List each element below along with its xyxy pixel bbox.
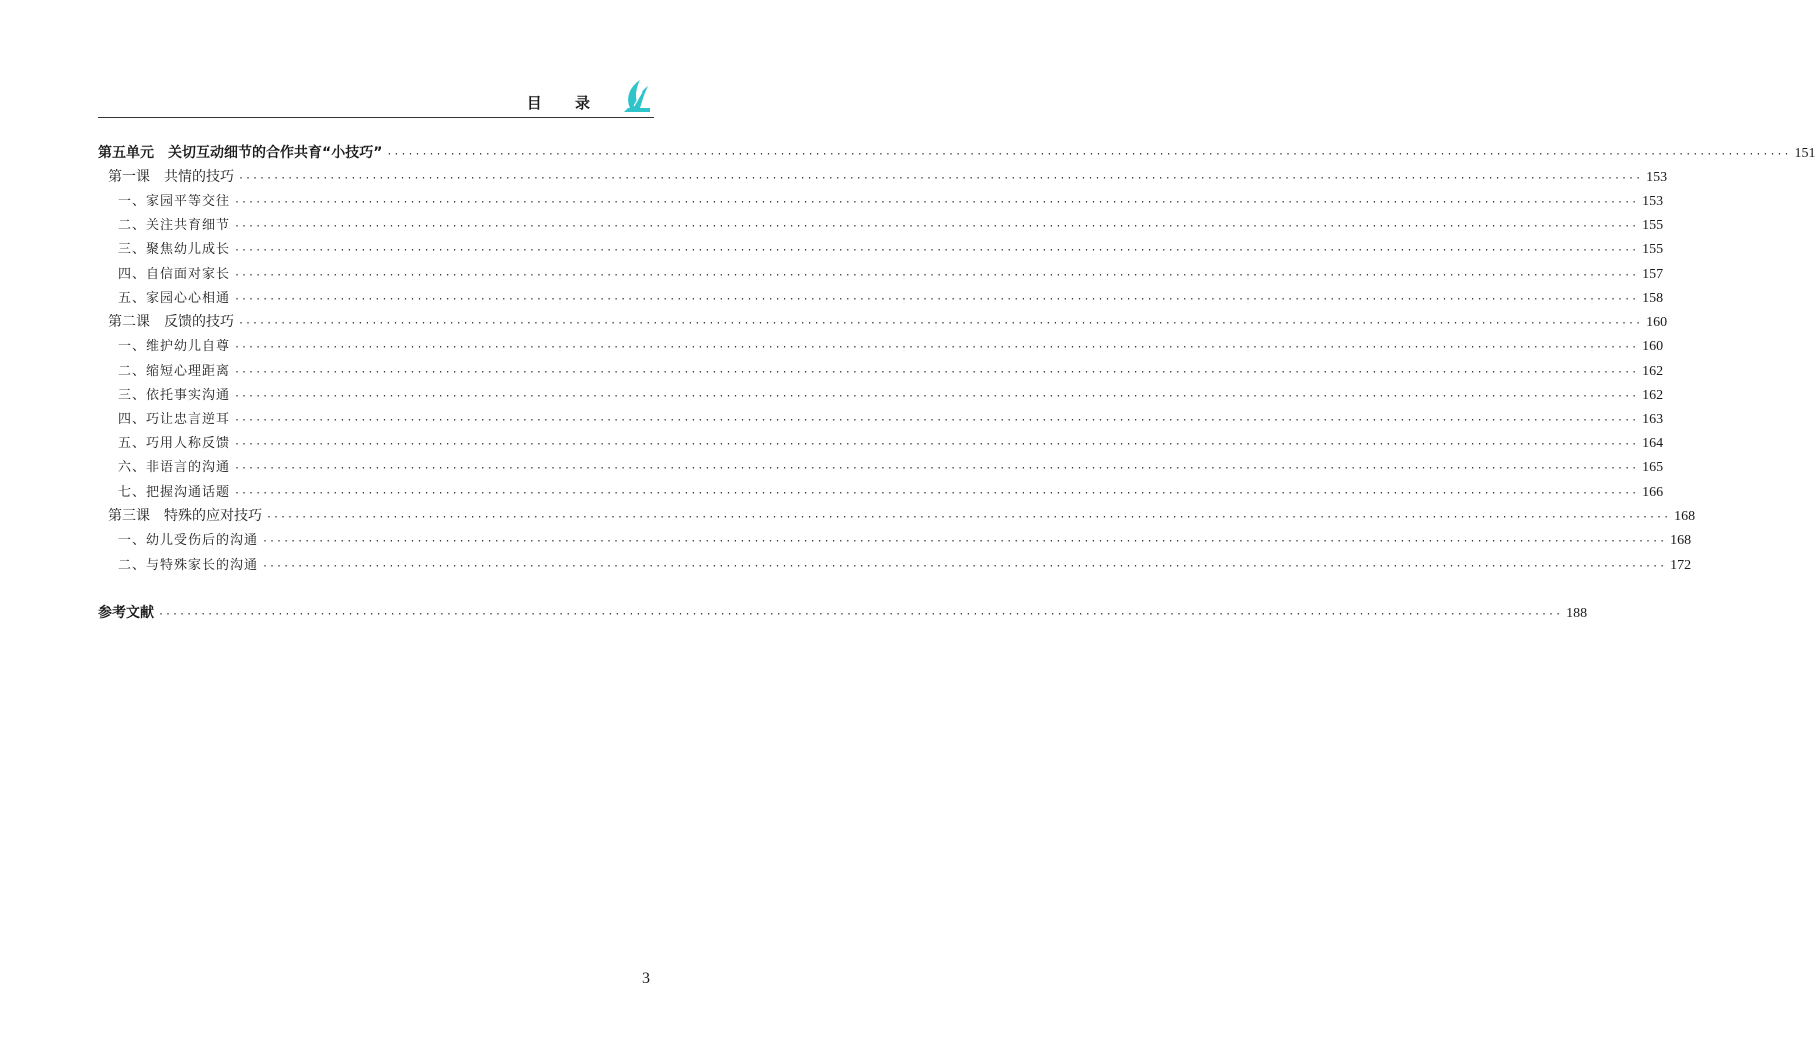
toc-entry-label: 四、巧让忠言逆耳 [118,412,231,427]
toc-entry-label: 五、家园心心相通 [118,291,231,306]
toc-entry[interactable] [98,190,1664,212]
toc-entry-label: 五、巧用人称反馈 [118,436,231,451]
dot-leader: ········································································································································································································ [266,512,1671,523]
dot-leader: ········································································································································································································ [234,391,1639,402]
toc-entry[interactable] [98,554,1692,576]
toc-entry-label: 二、与特殊家长的沟通 [118,558,259,573]
toc-entry[interactable] [98,408,1664,430]
toc-entry-label: 第五单元 关切互动细节的合作共育“小技巧” [98,145,383,161]
toc-entry-page: 153 [1646,170,1668,185]
dot-leader: ········································································································································································································ [234,245,1639,256]
toc-entry-label: 第二课 反馈的技巧 [108,314,234,330]
toc-entry-page: 155 [1642,218,1664,233]
toc-entry[interactable] [98,360,1664,382]
toc-entry-page: 164 [1642,436,1664,451]
dot-leader: ········································································································································································································ [234,439,1639,450]
toc-entry[interactable] [98,311,1668,333]
toc-entry[interactable] [98,432,1664,454]
toc-entry[interactable] [98,335,1664,357]
dot-leader: ········································································································································································································ [234,197,1639,208]
dot-leader: ········································································································································································································ [234,367,1639,378]
toc-entry-page: 153 [1642,194,1664,209]
toc-entry[interactable] [98,505,1696,527]
toc-entry[interactable] [98,263,1664,285]
toc-entry-page: 157 [1642,267,1664,282]
page-number: 3 [642,970,650,987]
toc-entry-page: 163 [1642,412,1664,427]
dot-leader: ········································································································································································································ [234,488,1639,499]
dot-leader: ········································································································································································································ [262,536,1667,547]
toc-entry-page: 160 [1646,315,1668,330]
toc-entry-page: 168 [1674,509,1696,524]
dot-leader: ········································································································································································································ [234,415,1639,426]
toc-entry-label: 二、缩短心理距离 [118,364,231,379]
toc-entry[interactable] [98,456,1664,478]
dot-leader: ········································································································································································································ [158,609,1563,620]
dot-leader: ········································································································································································································ [238,173,1643,184]
header-rule [98,117,654,118]
dot-leader: ········································································································································································································ [238,318,1643,329]
toc-entry-label: 四、自信面对家长 [118,267,231,282]
toc-entry[interactable] [98,238,1664,260]
toc-entry-label: 一、维护幼儿自尊 [118,339,231,354]
dot-leader: ········································································································································································································ [234,294,1639,305]
toc-entry[interactable] [98,214,1664,236]
dot-leader: ········································································································································································································ [234,342,1639,353]
toc-entry-page: 158 [1642,291,1664,306]
page-header [98,78,654,118]
toc-entry-label: 二、关注共育细节 [118,218,231,233]
toc-entry-page: 168 [1670,533,1692,548]
toc-entry-label: 一、家园平等交往 [118,194,231,209]
toc-entry[interactable] [98,287,1664,309]
toc-entry[interactable] [98,529,1692,551]
toc-entry[interactable] [98,602,1588,624]
toc-entry-label: 三、依托事实沟通 [118,388,231,403]
toc-entry-label: 三、聚焦幼儿成长 [118,242,231,257]
dot-leader: ········································································································································································································ [262,561,1667,572]
dot-leader: ········································································································································································································ [234,221,1639,232]
dot-leader: ········································································································································································································ [234,270,1639,281]
toc-entry-label: 第一课 共情的技巧 [108,169,234,185]
quill-book-icon [620,78,654,114]
toc-entry[interactable] [98,384,1664,406]
toc-entry-label: 六、非语言的沟通 [118,460,231,475]
toc-entry[interactable] [98,166,1668,188]
toc-entry-page: 155 [1642,242,1664,257]
toc-entry-page: 172 [1670,558,1692,573]
toc-entry-label: 一、幼儿受伤后的沟通 [118,533,259,548]
toc-entry[interactable] [98,142,1816,164]
header-title: 目 录 [526,94,604,112]
toc-entry-page: 162 [1642,388,1664,403]
toc-entry-page: 151 [1794,146,1816,161]
toc-entry[interactable] [98,481,1664,503]
dot-leader: ········································································································································································································ [386,149,1791,160]
toc-entry-label: 七、把握沟通话题 [118,485,231,500]
toc-entry-label: 第三课 特殊的应对技巧 [108,508,262,524]
toc-entry-label: 参考文献 [98,605,154,621]
toc-entry-page: 165 [1642,460,1664,475]
dot-leader: ········································································································································································································ [234,463,1639,474]
toc-entry-page: 160 [1642,339,1664,354]
toc-entry-page: 188 [1566,606,1588,621]
toc-entry-page: 162 [1642,364,1664,379]
toc-entry-page: 166 [1642,485,1664,500]
